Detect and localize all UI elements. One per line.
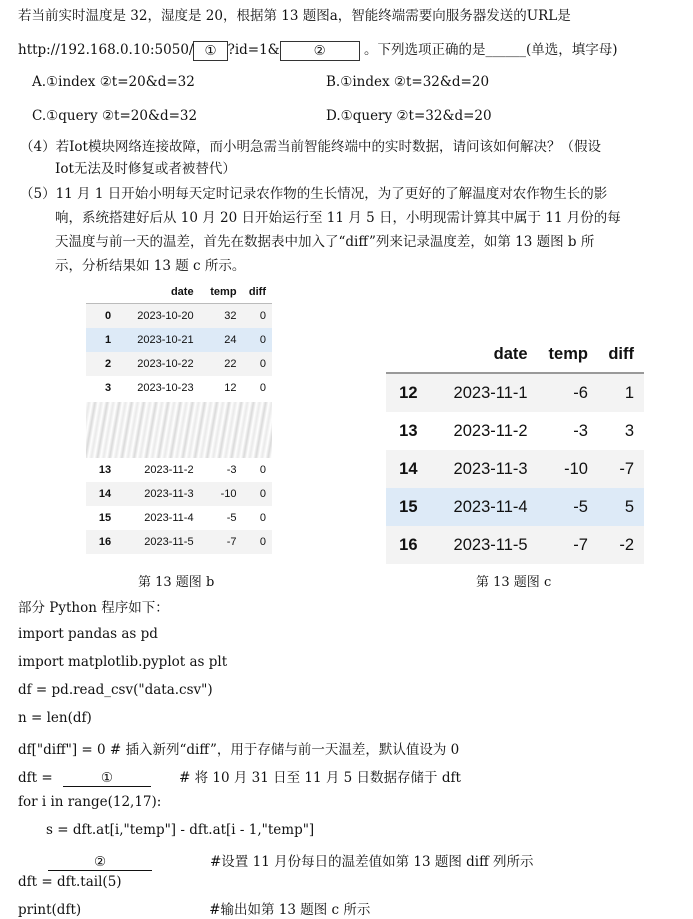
row-diff: 0 [259, 382, 266, 394]
table-row [386, 412, 644, 450]
table-b-header-temp: temp [196, 281, 241, 304]
row-date: 2023-11-3 [115, 482, 195, 506]
table-row [386, 373, 644, 412]
row-diff: -7 [592, 450, 644, 488]
table-b-header-diff: diff [241, 281, 272, 304]
q5-line-3: 天温度与前一天的温差，首先在数据表中加入了“diff”列来记录温度差，如第 13 题图 b 所 [55, 234, 595, 250]
row-date: 2023-10-21 [115, 328, 195, 352]
row-date: 2023-11-4 [426, 488, 530, 526]
question-tail: 。下列选项正确的是______(单选，填字母) [364, 42, 618, 58]
code-line-6-pre: dft = [18, 770, 57, 786]
table-row [86, 376, 272, 400]
blank-1-box: ① [193, 41, 227, 61]
table-row [86, 458, 272, 482]
row-date: 2023-11-4 [144, 512, 194, 524]
code-line-11 [18, 898, 370, 918]
row-temp: -6 [530, 373, 592, 412]
table-row [86, 304, 272, 329]
code-intro: 部分 Python 程序如下： [18, 600, 169, 616]
row-date: 2023-11-5 [426, 526, 530, 564]
row-date: 2023-11-1 [426, 373, 530, 412]
option-a: A.①index ②t=20&d=32 [32, 74, 195, 90]
blank-2-box: ② [280, 41, 360, 61]
row-index: 13 [399, 421, 418, 440]
row-diff: 0 [259, 464, 266, 476]
row-date: 2023-11-2 [453, 421, 528, 440]
row-index: 15 [98, 512, 112, 524]
code-line-1: import pandas as pd [18, 626, 158, 642]
row-date: 2023-10-20 [115, 304, 195, 329]
row-temp: 24 [196, 328, 241, 352]
q4-line-1: （4）若Iot模块网络连接故障，而小明急需当前智能终端中的实时数据，请问该如何解决？（假设 [20, 139, 601, 155]
code-line-9-comment: #设置 11 月份每日的温差值如第 13 题图 diff 列所示 [210, 854, 534, 870]
row-index: 13 [98, 464, 112, 476]
table-b-header-date: date [115, 281, 195, 304]
row-diff: 0 [241, 482, 272, 506]
code-line-5: df["diff"] = 0 # 插入新列“diff”，用于存储与前一天温差，默认值设为 0 [18, 742, 460, 758]
row-date: 2023-10-22 [115, 352, 195, 376]
row-date: 2023-11-2 [144, 464, 194, 476]
table-b-header-index [86, 281, 115, 304]
row-diff: 0 [241, 328, 272, 352]
option-d: D.①query ②t=32&d=20 [326, 108, 492, 124]
row-index: 2 [86, 352, 115, 376]
table-row [86, 482, 272, 506]
option-b: B.①index ②t=32&d=20 [326, 74, 490, 90]
row-diff: 5 [592, 488, 644, 526]
row-index: 15 [386, 488, 426, 526]
row-diff: 1 [592, 373, 644, 412]
code-line-11-pre: print(dft) [18, 902, 82, 918]
code-line-4: n = len(df) [18, 710, 92, 726]
code-line-10: dft = dft.tail(5) [18, 874, 122, 890]
row-diff: 3 [624, 421, 634, 440]
table-row [86, 352, 272, 376]
row-temp: -3 [226, 464, 237, 476]
table-c-header [386, 336, 644, 373]
url-prefix: http://192.168.0.10:5050/ [18, 42, 194, 58]
row-temp: -3 [573, 421, 588, 440]
code-line-7: for i in range(12,17): [18, 794, 162, 810]
table-c-header-temp: temp [530, 336, 592, 373]
row-date: 2023-10-23 [137, 382, 194, 394]
row-temp: 12 [224, 382, 237, 394]
table-c-header-diff: diff [592, 336, 644, 373]
row-index: 16 [86, 530, 115, 554]
row-diff: 0 [241, 352, 272, 376]
code-line-9 [18, 850, 533, 871]
table-b-header [86, 281, 272, 304]
code-line-11-comment: #输出如第 13 题图 c 所示 [209, 902, 371, 918]
row-temp: -7 [530, 526, 592, 564]
blank-2-underline: ② [48, 854, 152, 871]
code-line-3: df = pd.read_csv("data.csv") [18, 682, 213, 698]
row-temp: -5 [226, 512, 237, 524]
row-date: 2023-11-3 [426, 450, 530, 488]
url-line [18, 38, 618, 61]
row-temp: 22 [196, 352, 241, 376]
table-row [386, 450, 644, 488]
q5-line-2: 响，系统搭建好后从 10 月 20 日开始运行至 11 月 5 日，小明现需计算其中属于 11 月份的每 [55, 210, 621, 226]
row-temp: -10 [530, 450, 592, 488]
q5-line-1: （5）11 月 1 日开始小明每天定时记录农作物的生长情况，为了更好的了解温度对农作物生长的影 [20, 186, 608, 202]
row-date: 2023-11-5 [115, 530, 195, 554]
row-diff: 0 [259, 512, 266, 524]
table-row [386, 526, 644, 564]
caption-figure-c: 第 13 题图 c [476, 575, 552, 590]
table-row [86, 506, 272, 530]
row-index: 14 [86, 482, 115, 506]
question-intro-line: 若当前实时温度是 32，湿度是 20，根据第 13 题图a，智能终端需要向服务器发送的URL是 [18, 8, 571, 24]
row-diff: 0 [241, 530, 272, 554]
table-row [86, 530, 272, 554]
code-line-8: s = dft.at[i,"temp"] - dft.at[i - 1,"temp"] [46, 822, 315, 838]
row-diff: -2 [592, 526, 644, 564]
code-line-6 [18, 766, 461, 787]
row-index: 12 [386, 373, 426, 412]
table-row [86, 328, 272, 352]
blank-1-underline: ① [63, 770, 151, 787]
row-index: 16 [386, 526, 426, 564]
code-line-2: import matplotlib.pyplot as plt [18, 654, 228, 670]
torn-paper-effect [86, 402, 272, 458]
row-temp: -10 [196, 482, 241, 506]
table-c-header-date: date [426, 336, 530, 373]
url-mid: ?id=1& [227, 42, 280, 58]
table-row [386, 488, 644, 526]
row-temp: -7 [196, 530, 241, 554]
row-index: 0 [86, 304, 115, 329]
option-c: C.①query ②t=20&d=32 [32, 108, 198, 124]
row-index: 3 [104, 382, 112, 394]
code-line-6-comment: # 将 10 月 31 日至 11 月 5 日数据存储于 dft [178, 770, 461, 786]
row-temp: 32 [196, 304, 241, 329]
caption-figure-b: 第 13 题图 b [138, 575, 215, 590]
row-index: 1 [86, 328, 115, 352]
q4-line-2: Iot无法及时修复或者被替代） [55, 161, 236, 177]
row-index: 14 [386, 450, 426, 488]
q5-line-4: 示，分析结果如 13 题 c 所示。 [55, 258, 246, 274]
row-temp: -5 [530, 488, 592, 526]
table-c-header-index [386, 336, 426, 373]
table-c [386, 336, 644, 564]
row-diff: 0 [241, 304, 272, 329]
